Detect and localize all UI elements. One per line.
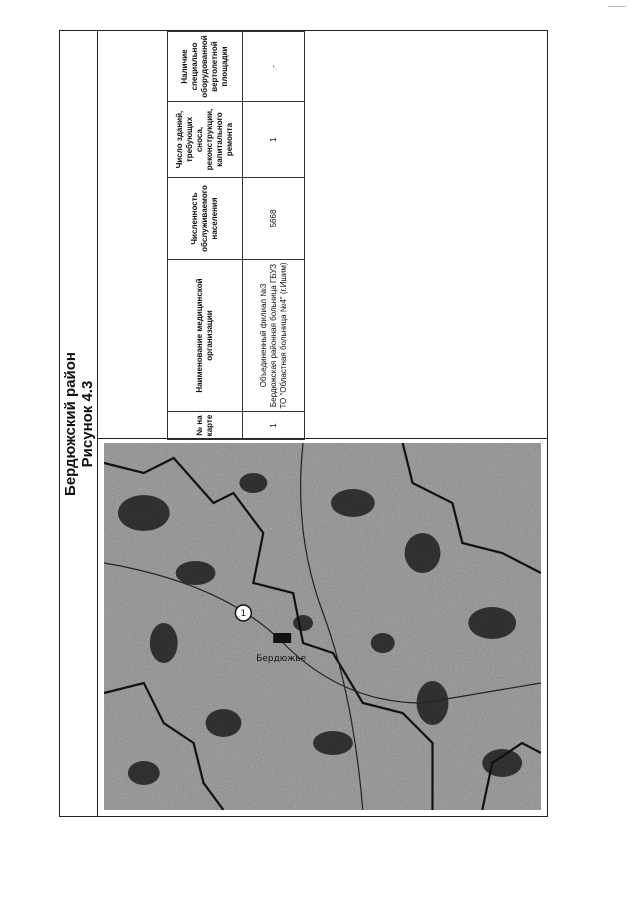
title-strip (60, 31, 98, 816)
cell-helipad: - (243, 32, 305, 102)
district-title: Бердюжский район (62, 352, 79, 496)
hospital-marker (235, 605, 251, 621)
figure-frame (59, 30, 548, 817)
cell-organization: Объединенный филиал №3 Бердюжская районная больница ГБУЗ ТО "Областная больница №4" (г.Ишим) (243, 260, 305, 412)
header-organization: Наименование медицинской организации (168, 260, 243, 412)
table-row (243, 32, 305, 440)
medical-organizations-table (167, 31, 305, 440)
header-buildings: Число зданий, требующих сноса, реконструкции, капитального ремонта (168, 102, 243, 178)
settlement-block (273, 633, 291, 643)
hospital-marker-number: 1 (240, 608, 247, 620)
header-population: Численность обслуживаемого населения (168, 178, 243, 260)
figure-label: Рисунок 4.3 (79, 380, 96, 468)
rotated-title (62, 224, 96, 624)
figure-content (98, 31, 547, 816)
header-helipad: Наличие специально оборудованной вертолетной площадки (168, 32, 243, 102)
map-region (98, 439, 547, 816)
map-image (104, 443, 541, 810)
table-header-row (168, 32, 243, 440)
header-map-number: № на карте (168, 412, 243, 440)
table-region (98, 31, 547, 439)
district-map (104, 443, 541, 810)
cell-population: 5668 (243, 178, 305, 260)
settlement-label: Бердюжье (256, 653, 307, 665)
scan-artifact (608, 6, 626, 7)
cell-map-number: 1 (243, 412, 305, 440)
rotated-table-wrap (167, 32, 305, 440)
cell-buildings: 1 (243, 102, 305, 178)
